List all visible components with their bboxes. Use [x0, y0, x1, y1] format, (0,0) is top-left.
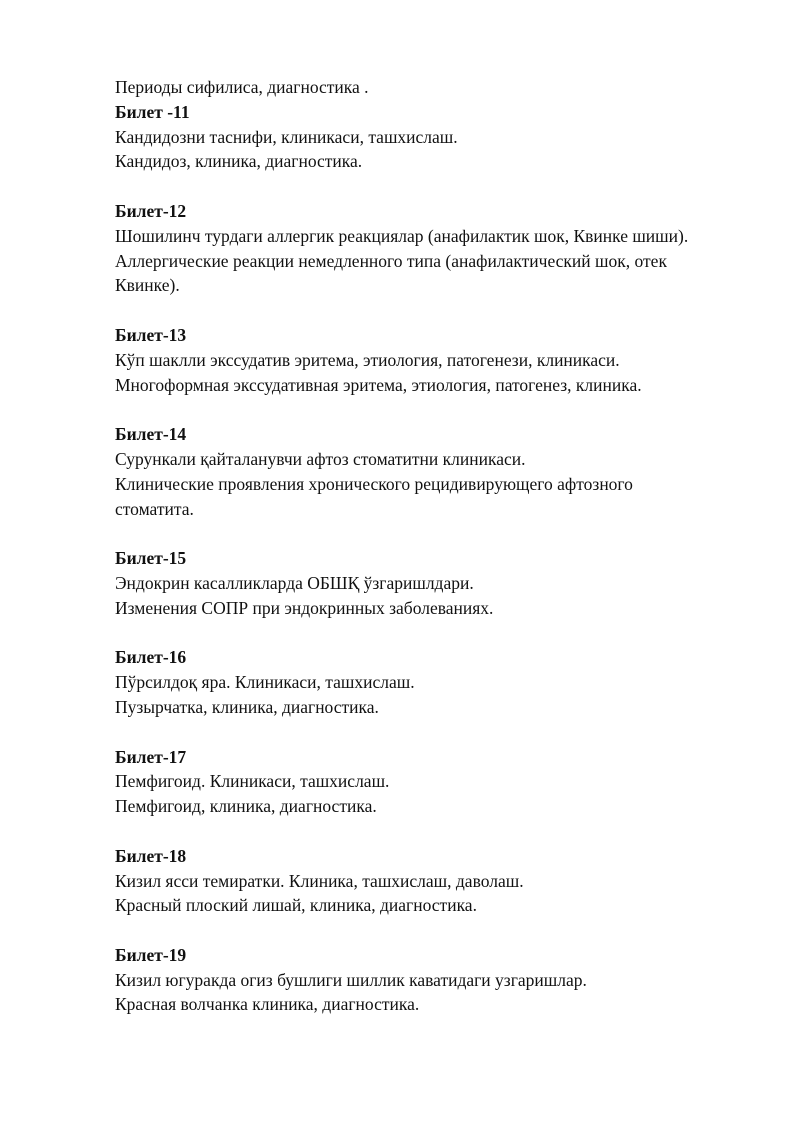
- ticket-line: Эндокрин касалликларда ОБШҚ ўзгаришлдари.: [115, 572, 474, 593]
- ticket-line: Пемфигоид, клиника, диагностика.: [115, 796, 377, 817]
- ticket-line: Кизил югуракда огиз бушлиги шиллик каватидаги узгаришлар.: [115, 969, 587, 990]
- ticket-line: Шошилинч турдаги аллергик реакциялар (анафилактик шок, Квинке шиши).: [115, 225, 689, 246]
- ticket-title: Билет-17: [115, 746, 187, 767]
- ticket-15: [115, 546, 755, 620]
- ticket-line: Пемфигоид. Клиникаси, ташхислаш.: [115, 771, 390, 792]
- ticket-line: Кандидозни таснифи, клиникаси, ташхислаш.: [115, 126, 458, 147]
- ticket-line: Многоформная экссудативная эритема, этиология, патогенез, клиника.: [115, 374, 642, 395]
- ticket-title: Билет-18: [115, 845, 187, 866]
- document-body: [115, 75, 755, 1017]
- ticket-line: стоматита.: [115, 498, 194, 519]
- ticket-line: Пўрсилдоқ яра. Клиникаси, ташхислаш.: [115, 672, 415, 693]
- ticket-line: Кизил ясси темиратки. Клиника, ташхислаш, даволаш.: [115, 870, 524, 891]
- ticket-line: Квинке).: [115, 275, 180, 296]
- ticket-line: Изменения СОПР при эндокринных заболеваниях.: [115, 597, 494, 618]
- ticket-title: Билет-16: [115, 647, 187, 668]
- ticket-title: Билет -11: [115, 101, 190, 122]
- ticket-12: [115, 199, 755, 298]
- ticket-18: [115, 844, 755, 918]
- ticket-line: Красная волчанка клиника, диагностика.: [115, 994, 420, 1015]
- ticket-line: Аллергические реакции немедленного типа (анафилактический шок, отек: [115, 250, 667, 271]
- ticket-16: [115, 645, 755, 719]
- intro-line: Периоды сифилиса, диагностика .: [115, 77, 369, 97]
- ticket-line: Кандидоз, клиника, диагностика.: [115, 151, 363, 172]
- ticket-13: [115, 323, 755, 397]
- ticket-19: [115, 943, 755, 1017]
- ticket-17: [115, 745, 755, 819]
- ticket-title: Билет-19: [115, 944, 187, 965]
- ticket-line: Красный плоский лишай, клиника, диагностика.: [115, 895, 477, 916]
- ticket-title: Билет-12: [115, 200, 187, 221]
- ticket-14: [115, 422, 755, 521]
- ticket-line: Кўп шаклли экссудатив эритема, этиология, патогенези, клиникаси.: [115, 349, 620, 370]
- ticket-title: Билет-14: [115, 424, 187, 445]
- ticket-line: Сурункали қайталанувчи афтоз стоматитни клиникаси.: [115, 448, 526, 469]
- ticket-line: Клинические проявления хронического рецидивирующего афтозного: [115, 473, 633, 494]
- ticket-line: Пузырчатка, клиника, диагностика.: [115, 696, 379, 717]
- ticket-title: Билет-15: [115, 548, 187, 569]
- ticket-title: Билет-13: [115, 324, 187, 345]
- ticket-11: [115, 100, 755, 174]
